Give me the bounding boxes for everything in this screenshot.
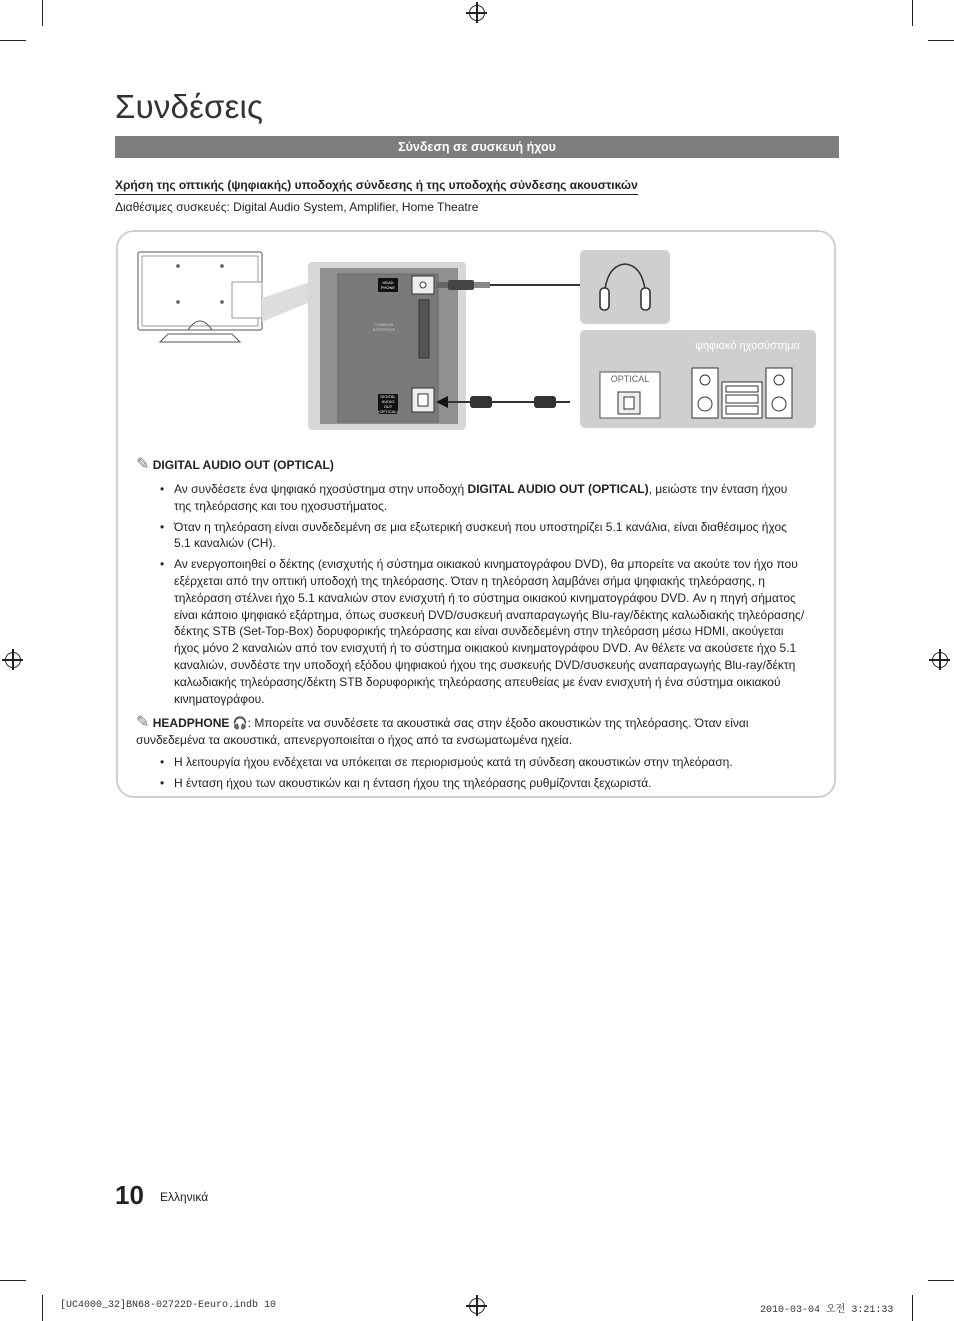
connection-diagram [130, 242, 820, 434]
digital-note-list [160, 481, 805, 707]
list-item: • Αν ενεργοποιηθεί ο δέκτης (ενισχυτής ή σύστημα οικιακού κινηματογράφου DVD), θα μπορείτε να ακούτε τον ήχο που εξέρχεται από την οπτική υποδοχή της τηλεόρασης. Όταν η τηλεόραση λαμβάνει σήμα ψηφιακής τηλεόρασης, η τηλεόραση στέλνει ήχο 5.1 καναλιών στον ενισχυτή ή το σύστημα οικιακού κινηματογράφου DVD. Αν η πηγή σήματος είναι κάποιο ψηφιακό εξάρτημα, όπως συσκευή DVD/συσκευή αναπαραγωγής Blu-ray/δέκτης καλωδιακής τηλεόρασης/δέκτης STB (Set-Top-Box) δορυφορικής τηλεόρασης και είναι συνδεδεμένη στην τηλεόραση μέσω HDMI, ακούγεται ήχος μόνο 2 καναλιών από τον ενισχυτή ή το σύστημα οικιακού κινηματογράφου DVD. Αν θέλετε να ακούσετε ήχο 5.1 καναλιών, συνδέστε την υποδοχή εξόδου ψηφιακού ήχου της συσκευής DVD/συσκευής αναπαραγωγής Blu-ray/δέκτη καλωδιακής τηλεόρασης/δέκτη STB δορυφορικής τηλεόρασης απευθείας με έναν ενισχυτή ή ένα σύστημα οικιακού κινηματογράφου. [160, 556, 805, 707]
pencil-note-icon: ✎ [136, 714, 150, 731]
tv-back-icon [138, 252, 262, 342]
list-item: • Όταν η τηλεόραση είναι συνδεδεμένη σε μια εξωτερική συσκευή που υποστηρίζει 5.1 κανάλια, είναι διαθέσιμος ήχος 5.1 καναλιών (CH). [160, 519, 805, 553]
headphone-icon: 🎧 [232, 716, 248, 730]
section-header-bar: Σύνδεση σε συσκευή ήχου [115, 136, 839, 158]
language-label: Ελληνικά [160, 1190, 209, 1204]
list-item: • Η λειτουργία ήχου ενδέχεται να υπόκειται σε περιορισμούς κατά τη σύνδεση ακουστικών στην τηλεόραση. [160, 754, 805, 771]
available-devices-line: Διαθέσιμες συσκευές: Digital Audio System, Amplifier, Home Theatre [115, 200, 479, 214]
headphone-port-label: HEAD PHONE [380, 280, 396, 290]
digital-note-title: DIGITAL AUDIO OUT (OPTICAL) [152, 458, 334, 472]
headphone-note-title: HEADPHONE [152, 716, 230, 730]
optical-input-label: OPTICAL [610, 374, 650, 384]
list-item: • Η ένταση ήχου των ακουστικών και η ένταση ήχου της τηλεόρασης ρυθμίζονται ξεχωριστά. [160, 775, 805, 792]
digital-audio-system-label: ψηφιακό ηχοσύστημα [695, 340, 800, 352]
file-info: [UC4000_32]BN68-02722D-Eeuro.indb 10 [60, 1300, 277, 1311]
print-timestamp: 2010-03-04 오전 3:21:33 [760, 1305, 894, 1316]
headphone-note-text: : Μπορείτε να συνδέσετε τα ακουστικά σας στην έξοδο ακουστικών της τηλεόρασης. Όταν είναι συνδεδεμένα τα ακουστικά, απενεργοποιείται ο ήχος από τα ενσωματωμένα ηχεία. [136, 716, 749, 747]
registration-mark-icon [469, 5, 485, 21]
headphone-note [136, 714, 806, 749]
list-item: • Αν συνδέσετε ένα ψηφιακό ηχοσύστημα στην υποδοχή DIGITAL AUDIO OUT (OPTICAL), μειώστε την ένταση ήχου της τηλεόρασης και του ηχοσυστήματος. [160, 481, 805, 515]
registration-mark-icon [5, 652, 21, 668]
registration-mark-icon [932, 652, 948, 668]
headphone-note-list [160, 754, 805, 792]
page-title: Συνδέσεις [115, 88, 264, 125]
pencil-note-icon: ✎ [136, 456, 150, 473]
digital-note-heading [136, 456, 816, 474]
page-number: 10 [115, 1180, 144, 1210]
subheading: Χρήση της οπτικής (ψηφιακής) υποδοχής σύνδεσης ή της υποδοχής σύνδεσης ακουστικών [115, 178, 638, 195]
registration-mark-icon [469, 1298, 485, 1314]
digital-audio-out-label: DIGITAL AUDIO OUT (OPTICAL) [378, 394, 398, 414]
common-interface-label: COMMON INTERFACE [372, 322, 396, 332]
